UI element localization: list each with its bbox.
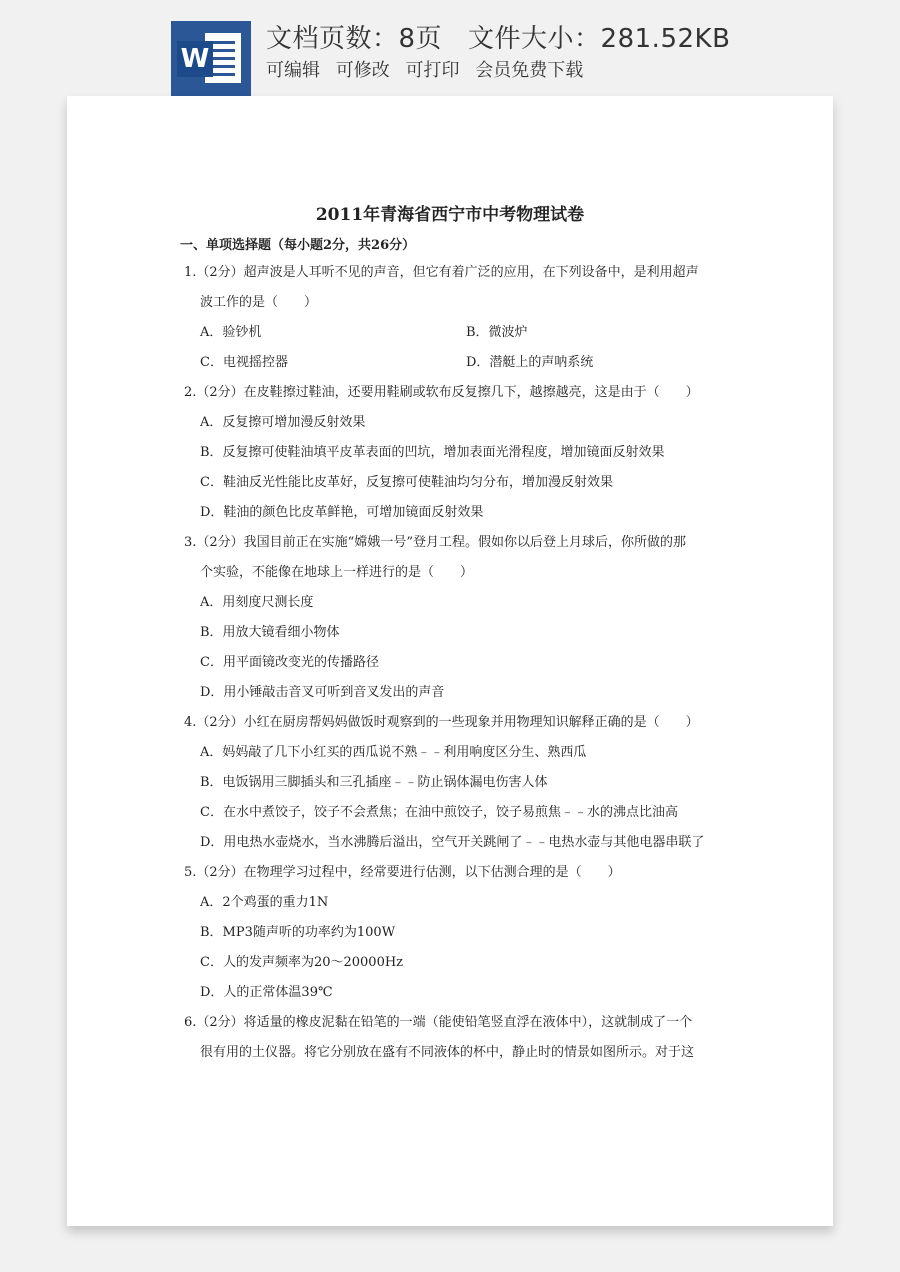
question-4-option-a: A．妈妈敲了几下小红买的西瓜说不熟﹣﹣利用响度区分生、熟西瓜: [200, 745, 587, 760]
question-5-stem: 5.（2分）在物理学习过程中，经常要进行估测，以下估测合理的是（ ）: [184, 865, 621, 880]
question-3-option-d: D．用小锤敲击音叉可听到音叉发出的声音: [200, 685, 445, 700]
page-count-text: 文档页数：8页: [266, 24, 443, 54]
question-3-stem-cont: 个实验，不能像在地球上一样进行的是（ ）: [200, 565, 474, 580]
question-2-option-d: D．鞋油的颜色比皮革鲜艳，可增加镜面反射效果: [200, 505, 484, 520]
question-5-option-c: C．人的发声频率为20～20000Hz: [200, 955, 404, 970]
feature-editable: 可编辑: [266, 60, 320, 81]
word-letter-badge: W: [177, 41, 213, 77]
question-4-stem: 4.（2分）小红在厨房帮妈妈做饭时观察到的一些现象并用物理知识解释正确的是（ ）: [184, 715, 699, 730]
feature-printable: 可打印: [405, 60, 460, 81]
question-4-option-d: D．用电热水壶烧水，当水沸腾后溢出，空气开关跳闸了﹣﹣电热水壶与其他电器串联了: [200, 835, 705, 850]
section-heading: 一、单项选择题（每小题2分，共26分）: [180, 238, 416, 253]
question-2-option-c: C．鞋油反光性能比皮革好，反复擦可使鞋油均匀分布，增加漫反射效果: [200, 475, 613, 490]
word-document-icon: [171, 21, 251, 96]
question-3-stem: 3.（2分）我国目前正在实施“嫦娥一号”登月工程。假如你以后登上月球后，你所做的那: [184, 535, 686, 550]
question-1-option-d: D．潜艇上的声呐系统: [466, 355, 594, 370]
question-2-stem: 2.（2分）在皮鞋擦过鞋油，还要用鞋刷或软布反复擦几下，越擦越亮，这是由于（ ）: [184, 385, 699, 400]
file-size-text: 文件大小：281.52KB: [468, 24, 731, 54]
question-3-option-c: C．用平面镜改变光的传播路径: [200, 655, 379, 670]
question-1-option-a: A．验钞机: [200, 325, 262, 340]
question-1-stem: 1.（2分）超声波是人耳听不见的声音，但它有着广泛的应用，在下列设备中，是利用超声: [184, 265, 699, 280]
feature-member-download: 会员免费下载: [475, 60, 584, 81]
document-title: 2011年青海省西宁市中考物理试卷: [315, 205, 585, 225]
document-page: [67, 96, 833, 1226]
question-1-option-c: C．电视摇控器: [200, 355, 288, 370]
question-1-option-b: B．微波炉: [466, 325, 528, 340]
question-3-option-a: A．用刻度尺测长度: [200, 595, 314, 610]
question-2-option-b: B．反复擦可使鞋油填平皮革表面的凹坑，增加表面光滑程度，增加镜面反射效果: [200, 445, 665, 460]
feature-list: [266, 56, 593, 82]
question-5-option-b: B．MP3随声听的功率约为100W: [200, 925, 396, 940]
question-3-option-b: B．用放大镜看细小物体: [200, 625, 340, 640]
question-6-stem-cont: 很有用的土仪器。将它分别放在盛有不同液体的杯中，静止时的情景如图所示。对于这: [200, 1045, 695, 1060]
question-4-option-b: B．电饭锅用三脚插头和三孔插座﹣﹣防止锅体漏电伤害人体: [200, 775, 548, 790]
question-1-stem-cont: 波工作的是（ ）: [200, 295, 318, 310]
file-meta-title: [266, 18, 756, 55]
question-2-option-a: A．反复擦可增加漫反射效果: [200, 415, 366, 430]
question-5-option-a: A．2个鸡蛋的重力1N: [200, 895, 329, 910]
feature-modifiable: 可修改: [335, 60, 390, 81]
question-6-stem: 6.（2分）将适量的橡皮泥黏在铅笔的一端（能使铅笔竖直浮在液体中），这就制成了一个: [184, 1015, 693, 1030]
header-banner: [0, 0, 900, 96]
question-4-option-c: C．在水中煮饺子，饺子不会煮焦；在油中煎饺子，饺子易煎焦﹣﹣水的沸点比油高: [200, 805, 678, 820]
question-5-option-d: D．人的正常体温39℃: [200, 985, 333, 1000]
